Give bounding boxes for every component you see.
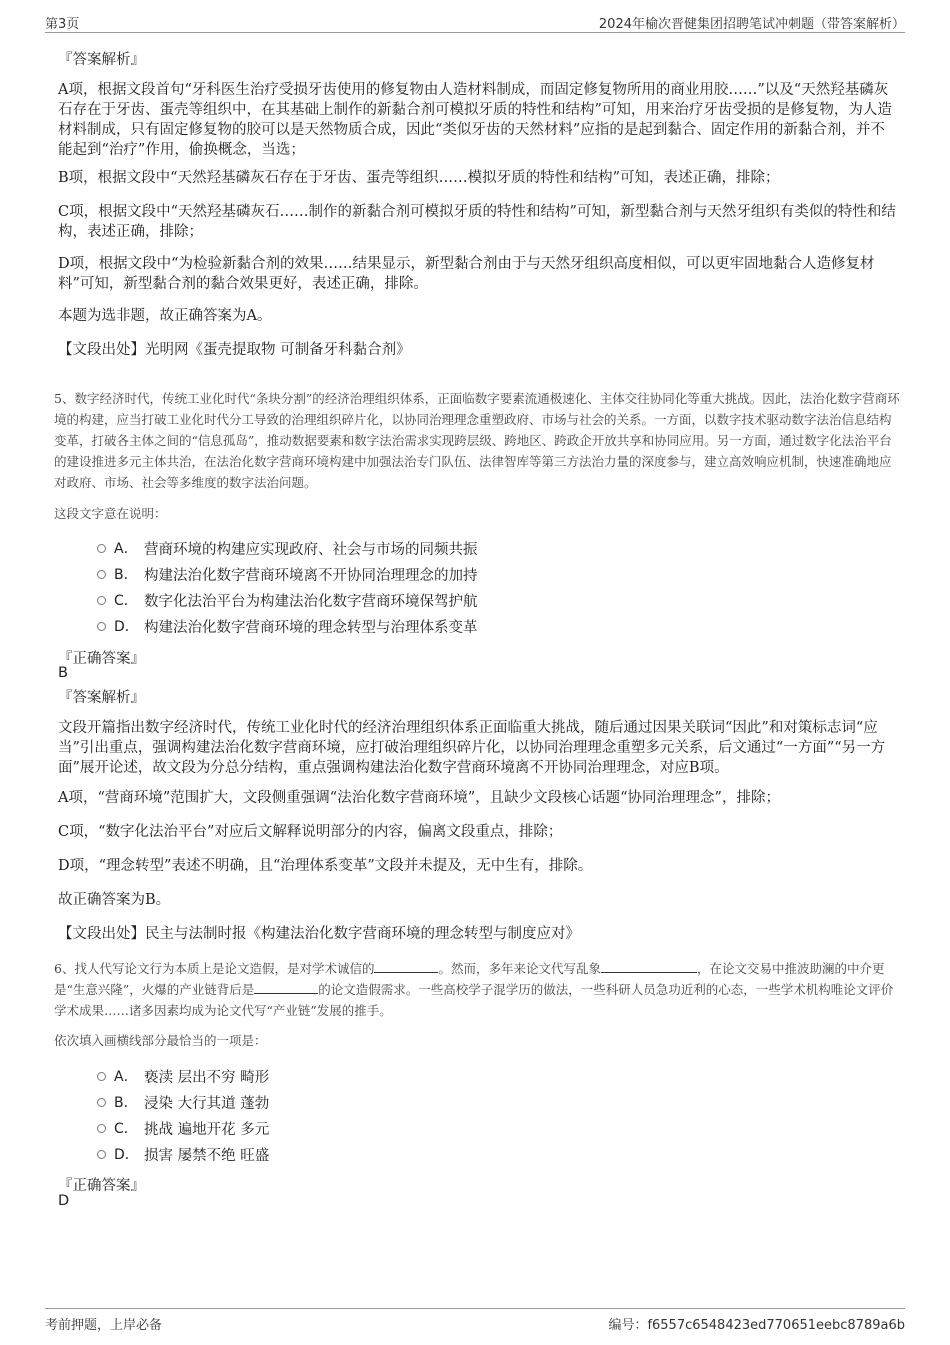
q6-text-part: 。然而，多年来论文代写乱象 xyxy=(438,961,601,976)
q5-analysis-d: D项，“理念转型”表述不明确，且“治理体系变革”文段并未提及，无中生有，排除。 xyxy=(58,858,593,874)
option-text: 损害 屡禁不绝 旺盛 xyxy=(144,1147,270,1164)
radio-icon[interactable] xyxy=(97,544,106,553)
q5-correct-label: 『正确答案』 xyxy=(58,651,145,667)
q4-source: 【文段出处】光明网《蛋壳提取物 可制备牙科黏合剂》 xyxy=(58,342,411,358)
document-id: 编号：f6557c6548423ed770651eebc8789a6b xyxy=(608,1318,905,1333)
option-text: 构建法治化数字营商环境的理念转型与治理体系变革 xyxy=(144,619,478,636)
q6-text-part: 的论文造假需求。一些高校学子混学历的做法，一些科研人员急功近利的心态，一些学术机构唯论文评价学术成果……诸多因素均成为论文代写“产业链”发展的推手。 xyxy=(54,982,894,1018)
page-header xyxy=(45,10,905,33)
q5-analysis-c: C项，“数字化法治平台”对应后文解释说明部分的内容，偏离文段重点，排除； xyxy=(58,824,563,840)
question-5-prompt: 这段文字意在说明： xyxy=(54,506,167,521)
q6-option-c[interactable] xyxy=(97,1117,269,1139)
radio-icon[interactable] xyxy=(97,596,106,605)
fill-blank-2 xyxy=(601,960,697,973)
option-letter: B． xyxy=(114,567,138,583)
radio-icon[interactable] xyxy=(97,1098,106,1107)
q4-analysis-a: A项，根据文段首句“牙科医生治疗受损牙齿使用的修复物由人造材料制成，而固定修复物所用的商业用胶……”以及“天然羟基磷灰石存在于牙齿、蛋壳等组织中，在其基础上制作的新黏合剂可模拟牙质的特性和结构”可知，用来治疗牙齿受损的是修复物，为人造材料制成，只有固定修复物的胶可以是天然物质合成，因此“类似牙齿的天然材料”应指的是起到黏合、固定作用的新黏合剂，并不能起到“治疗”作用，偷换概念，当选； xyxy=(58,82,892,158)
q4-analysis-b: B项，根据文段中“天然羟基磷灰石存在于牙齿、蛋壳等组织……模拟牙质的特性和结构”可知，表述正确，排除； xyxy=(58,170,780,186)
radio-icon[interactable] xyxy=(97,622,106,631)
q5-analysis-a: A项，“营商环境”范围扩大，文段侧重强调“法治化数字营商环境”，且缺少文段核心话题“协同治理理念”，排除； xyxy=(58,790,780,806)
page-footer xyxy=(45,1308,905,1331)
question-5-text: 5、数字经济时代，传统工业化时代“条块分割”的经济治理组织体系，正面临数字要素流通极速化、主体交往协同化等重大挑战。因此，法治化数字营商环境的构建，应当打破工业化时代分工导致的治理组织碎片化，以协同治理理念重塑政府、市场与社会的关系。一方面，以数字技术驱动数字法治信息结构变革，打破各主体之间的“信息孤岛”，推动数据要素和数字法治需求实现跨层级、跨地区、跨政企开放共享和协同应用。另一方面，通过数字化法治平台的建设推进多元主体共治，在法治化数字营商环境构建中加强法治专门队伍、法律智库等第三方法治力量的深度参与，建立高效响应机制，快速准确地应对政府、市场、社会等多维度的数字法治问题。 xyxy=(54,391,900,490)
radio-icon[interactable] xyxy=(97,1072,106,1081)
q5-option-b[interactable] xyxy=(97,563,478,585)
question-6-prompt: 依次填入画横线部分最恰当的一项是： xyxy=(54,1033,267,1048)
option-letter: C． xyxy=(114,593,138,609)
radio-icon[interactable] xyxy=(97,570,106,579)
q4-conclusion: 本题为选非题，故正确答案为A。 xyxy=(58,308,272,324)
q5-option-d[interactable] xyxy=(97,615,478,637)
q5-correct-answer: B xyxy=(58,665,68,681)
q4-analysis-c: C项，根据文段中“天然羟基磷灰石……制作的新黏合剂可模拟牙质的特性和结构”可知，新型黏合剂与天然牙组织有类似的特性和结构，表述正确，排除； xyxy=(58,204,896,240)
q5-option-a[interactable] xyxy=(97,537,478,559)
q6-correct-label: 『正确答案』 xyxy=(58,1178,145,1194)
option-letter: C． xyxy=(114,1121,138,1137)
footer-slogan: 考前押题，上岸必备 xyxy=(45,1318,163,1333)
option-letter: B． xyxy=(114,1095,138,1111)
q6-option-b[interactable] xyxy=(97,1091,269,1113)
option-letter: A． xyxy=(114,1069,138,1085)
question-6-text xyxy=(54,958,900,1021)
fill-blank-1 xyxy=(374,960,438,973)
option-text: 构建法治化数字营商环境离不开协同治理理念的加持 xyxy=(144,567,478,584)
option-text: 亵渎 层出不穷 畸形 xyxy=(144,1069,270,1086)
q4-analysis-d: D项，根据文段中“为检验新黏合剂的效果……结果显示，新型黏合剂由于与天然牙组织高度相似，可以更牢固地黏合人造修复材料”可知，新型黏合剂的黏合效果更好，表述正确，排除。 xyxy=(58,256,875,292)
fill-blank-3 xyxy=(254,981,318,994)
q5-conclusion: 故正确答案为B。 xyxy=(58,892,171,908)
q5-source: 【文段出处】民主与法制时报《构建法治化数字营商环境的理念转型与制度应对》 xyxy=(58,926,580,942)
option-letter: D． xyxy=(114,1147,139,1163)
radio-icon[interactable] xyxy=(97,1150,106,1159)
q6-text-part: ，在论文交易中推波助澜的中介更是“生意兴隆”，火爆的产业链背后是 xyxy=(54,961,885,997)
q5-option-c[interactable] xyxy=(97,589,478,611)
q6-text-part: 6、找人代写论文行为本质上是论文造假，是对学术诚信的 xyxy=(54,961,375,976)
q6-correct-answer: D xyxy=(58,1193,70,1209)
option-letter: D． xyxy=(114,619,139,635)
q6-option-a[interactable] xyxy=(97,1065,269,1087)
q5-analysis-label: 『答案解析』 xyxy=(58,690,145,706)
option-text: 数字化法治平台为构建法治化数字营商环境保驾护航 xyxy=(144,593,478,610)
option-text: 挑战 遍地开花 多元 xyxy=(144,1121,270,1138)
q4-analysis-label: 『答案解析』 xyxy=(58,52,145,68)
radio-icon[interactable] xyxy=(97,1124,106,1133)
option-text: 浸染 大行其道 蓬勃 xyxy=(144,1095,270,1112)
page-number: 第3页 xyxy=(45,17,80,32)
option-letter: A． xyxy=(114,541,138,557)
document-title: 2024年榆次晋健集团招聘笔试冲刺题（带答案解析） xyxy=(598,17,905,32)
q6-option-d[interactable] xyxy=(97,1143,269,1165)
option-text: 营商环境的构建应实现政府、社会与市场的同频共振 xyxy=(144,541,478,558)
q5-analysis: 文段开篇指出数字经济时代，传统工业化时代的经济治理组织体系正面临重大挑战，随后通过因果关联词“因此”和对策标志词“应当”引出重点，强调构建法治化数字营商环境，应打破治理组织碎片化，以协同治理理念重塑多元关系，后文通过“一方面”“另一方面”展开论述，故文段为分总分结构，重点强调构建法治化数字营商环境离不开协同治理理念，对应B项。 xyxy=(58,720,886,776)
